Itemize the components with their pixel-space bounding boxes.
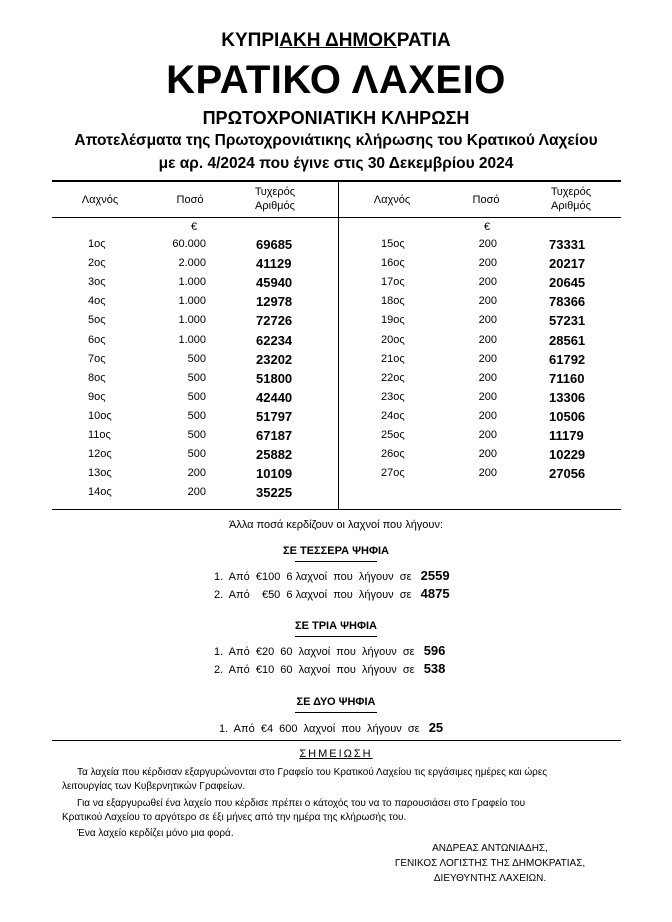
note-paragraph-3: Ένα λαχείο κερδίζει μόνο μια φορά.	[77, 828, 234, 839]
results-subtitle-1: Αποτελέσματα της Πρωτοχρονιάτικης κλήρωσης του Κρατικού Λαχείου	[74, 132, 598, 149]
winning-number-left: 62234	[256, 332, 293, 348]
winning-number-right: 57231	[549, 313, 586, 329]
prize-amount-left: 200	[187, 486, 206, 499]
prize-amount-right: 200	[478, 314, 497, 327]
winning-number-right: 10229	[549, 447, 586, 463]
winning-number-left: 42440	[256, 389, 293, 405]
winning-number-left: 51797	[256, 408, 293, 424]
prize-amount-right: 200	[478, 295, 497, 308]
four-digits-line-1: 1. Από €100 6 λαχνοί που λήγουν σε 2559	[214, 568, 450, 583]
prize-amount-left: 500	[187, 409, 206, 422]
currency-symbol-left: €	[191, 221, 198, 233]
three-digits-line-1: 1. Από €20 60 λαχνοί που λήγουν σε 596	[214, 643, 446, 658]
prize-rank-left: 3ος	[88, 276, 106, 289]
table-center-divider	[338, 180, 339, 510]
prize-amount-left: 200	[187, 467, 206, 480]
prize-amount-right: 200	[478, 352, 497, 365]
prize-rank-left: 12ος	[88, 448, 112, 461]
prize-amount-left: 500	[187, 448, 206, 461]
prize-rank-right: 23ος	[381, 390, 405, 403]
table-top-rule	[52, 180, 621, 182]
prize-amount-right: 200	[478, 448, 497, 461]
col-header-number-left	[240, 185, 310, 213]
signature-name: ΑΝΔΡΕΑΣ ΑΝΤΩΝΙΑΔΗΣ,	[432, 843, 548, 854]
prize-amount-right: 200	[478, 371, 497, 384]
col-header-number-left-line2: Αριθμός	[255, 200, 295, 212]
prize-amount-left: 500	[187, 371, 206, 384]
col-header-number-left-line1: Τυχερός	[254, 186, 296, 198]
two-digits-title: ΣΕ ΔΥΟ ΨΗΦΙΑ	[296, 696, 376, 708]
winning-number-right: 20645	[549, 275, 586, 291]
signature-title-1: ΓΕΝΙΚΟΣ ΛΟΓΙΣΤΗΣ ΤΗΣ ΔΗΜΟΚΡΑΤΙΑΣ,	[394, 858, 586, 869]
notes-top-rule	[52, 740, 621, 741]
prize-rank-right: 19ος	[381, 314, 405, 327]
winning-number-right: 78366	[549, 294, 586, 310]
four-digits-underline	[295, 561, 377, 562]
prize-rank-right: 17ος	[381, 276, 405, 289]
prize-amount-right: 200	[478, 390, 497, 403]
prize-rank-right: 16ος	[381, 257, 405, 270]
prize-rank-left: 6ος	[88, 333, 106, 346]
winning-number-left: 72726	[256, 313, 293, 329]
three-digits-underline	[295, 636, 377, 637]
note-paragraph-2-line-2: Κρατικού Λαχείου το αργότερο σε έξι μήνες από την ημέρα της κλήρωσής του.	[62, 812, 407, 823]
note-paragraph-1-line-1: Τα λαχεία που κέρδισαν εξαργυρώνονται στο Γραφείο του Κρατικού Λαχείου τις εργάσιμες ημέρες και ώρες	[77, 767, 548, 778]
prize-rank-left: 8ος	[88, 371, 106, 384]
winning-number-right: 28561	[549, 332, 586, 348]
results-subtitle-2: με αρ. 4/2024 που έγινε στις 30 Δεκεμβρίου 2024	[158, 155, 514, 172]
prize-amount-left: 2.000	[178, 257, 206, 270]
winning-number-right: 61792	[549, 351, 586, 367]
prize-rank-right: 20ος	[381, 333, 405, 346]
prize-amount-left: 1.000	[178, 276, 206, 289]
note-paragraph-2-line-1: Για να εξαργυρωθεί ένα λαχείο που κέρδισε πρέπει ο κάτοχός του να το παρουσιάσει στο Γραφείο του	[77, 798, 526, 809]
winning-number-left: 25882	[256, 447, 293, 463]
prize-amount-right: 200	[478, 409, 497, 422]
two-digits-underline	[295, 712, 377, 713]
col-header-amount-right: Ποσό	[472, 194, 500, 206]
prize-rank-right: 21ος	[381, 352, 405, 365]
prize-amount-left: 500	[187, 352, 206, 365]
winning-number-left: 23202	[256, 351, 293, 367]
prize-rank-left: 13ος	[88, 467, 112, 480]
winning-number-right: 11179	[549, 428, 584, 443]
winning-number-left: 41129	[256, 256, 292, 272]
prize-rank-right: 15ος	[381, 238, 405, 250]
winning-number-left: 10109	[256, 466, 293, 482]
prize-amount-right: 200	[478, 276, 497, 289]
draw-title: ΠΡΩΤΟΧΡΟΝΙΑΤΙΚΗ ΚΛΗΡΩΣΗ	[202, 108, 470, 128]
prize-rank-left: 11ος	[88, 429, 111, 441]
col-header-number-right-line2: Αριθμός	[551, 200, 591, 212]
winning-number-right: 71160	[549, 370, 585, 386]
col-header-amount-left: Ποσό	[176, 194, 204, 206]
winning-number-left: 35225	[256, 485, 293, 501]
winning-number-right: 13306	[549, 389, 586, 405]
prize-rank-right: 27ος	[381, 467, 405, 480]
winning-number-left: 51800	[256, 370, 293, 386]
lottery-title: ΚΡΑΤΙΚΟ ΛΑΧΕΙΟ	[166, 58, 506, 102]
two-digits-line-1: 1. Από €4 600 λαχνοί που λήγουν σε 25	[219, 720, 444, 735]
table-bottom-rule	[52, 509, 621, 510]
prize-amount-left: 1.000	[178, 333, 206, 346]
prize-rank-left: 9ος	[88, 390, 106, 403]
prize-amount-right: 200	[478, 429, 497, 441]
prize-amount-right: 200	[478, 238, 497, 250]
prize-rank-left: 4ος	[88, 295, 106, 308]
republic-title: ΚΥΠΡΙΑΚΗ ΔΗΜΟΚΡΑΤΙΑ	[221, 30, 451, 51]
winning-number-right: 10506	[549, 408, 586, 424]
three-digits-title: ΣΕ ΤΡΙΑ ΨΗΦΙΑ	[295, 620, 377, 632]
prize-rank-left: 2ος	[88, 257, 106, 270]
prize-amount-right: 200	[478, 467, 497, 480]
winning-number-right: 27056	[549, 466, 586, 482]
prize-rank-right: 24ος	[381, 409, 405, 422]
winning-number-left: 69685	[256, 237, 293, 252]
col-header-number-right	[536, 185, 606, 213]
prize-rank-left: 7ος	[88, 352, 106, 365]
prize-rank-right: 25ος	[381, 429, 405, 441]
three-digits-line-2: 2. Από €10 60 λαχνοί που λήγουν σε 538	[214, 661, 446, 676]
col-header-prize-right: Λαχνός	[373, 194, 411, 206]
four-digits-line-2: 2. Από €50 6 λαχνοί που λήγουν σε 4875	[214, 586, 450, 601]
prize-rank-right: 26ος	[381, 448, 405, 461]
winning-number-left: 12978	[256, 294, 293, 310]
winning-number-right: 20217	[549, 256, 586, 272]
signature-title-2: ΔΙΕΥΘΥΝΤΗΣ ΛΑΧΕΙΩΝ.	[433, 873, 547, 884]
currency-symbol-right: €	[484, 221, 491, 233]
notes-title: ΣΗΜΕΙΩΣΗ	[299, 748, 373, 760]
prize-amount-left: 60.000	[172, 238, 206, 250]
prize-amount-right: 200	[478, 257, 497, 270]
table-header-rule	[52, 217, 621, 218]
winning-number-left: 45940	[256, 275, 293, 291]
prize-rank-left: 10ος	[88, 409, 112, 422]
col-header-prize-left: Λαχνός	[81, 194, 119, 206]
winning-number-left: 67187	[256, 428, 293, 443]
prize-amount-left: 500	[187, 390, 206, 403]
winning-number-right: 73331	[549, 237, 586, 252]
note-paragraph-1-line-2: λειτουργίας των Κυβερνητικών Γραφείων.	[62, 781, 246, 792]
prize-rank-left: 1ος	[88, 238, 106, 250]
prize-rank-right: 22ος	[381, 371, 405, 384]
four-digits-title: ΣΕ ΤΕΣΣΕΡΑ ΨΗΦΙΑ	[283, 545, 389, 557]
prize-amount-left: 1.000	[178, 314, 206, 327]
prize-amount-right: 200	[478, 333, 497, 346]
other-prizes-intro: Άλλα ποσά κερδίζουν οι λαχνοί που λήγουν:	[228, 519, 443, 531]
prize-rank-right: 18ος	[381, 295, 405, 308]
prize-amount-left: 500	[187, 429, 206, 441]
prize-rank-left: 14ος	[88, 486, 112, 499]
prize-amount-left: 1.000	[178, 295, 206, 308]
prize-rank-left: 5ος	[88, 314, 106, 327]
col-header-number-right-line1: Τυχερός	[550, 186, 592, 198]
